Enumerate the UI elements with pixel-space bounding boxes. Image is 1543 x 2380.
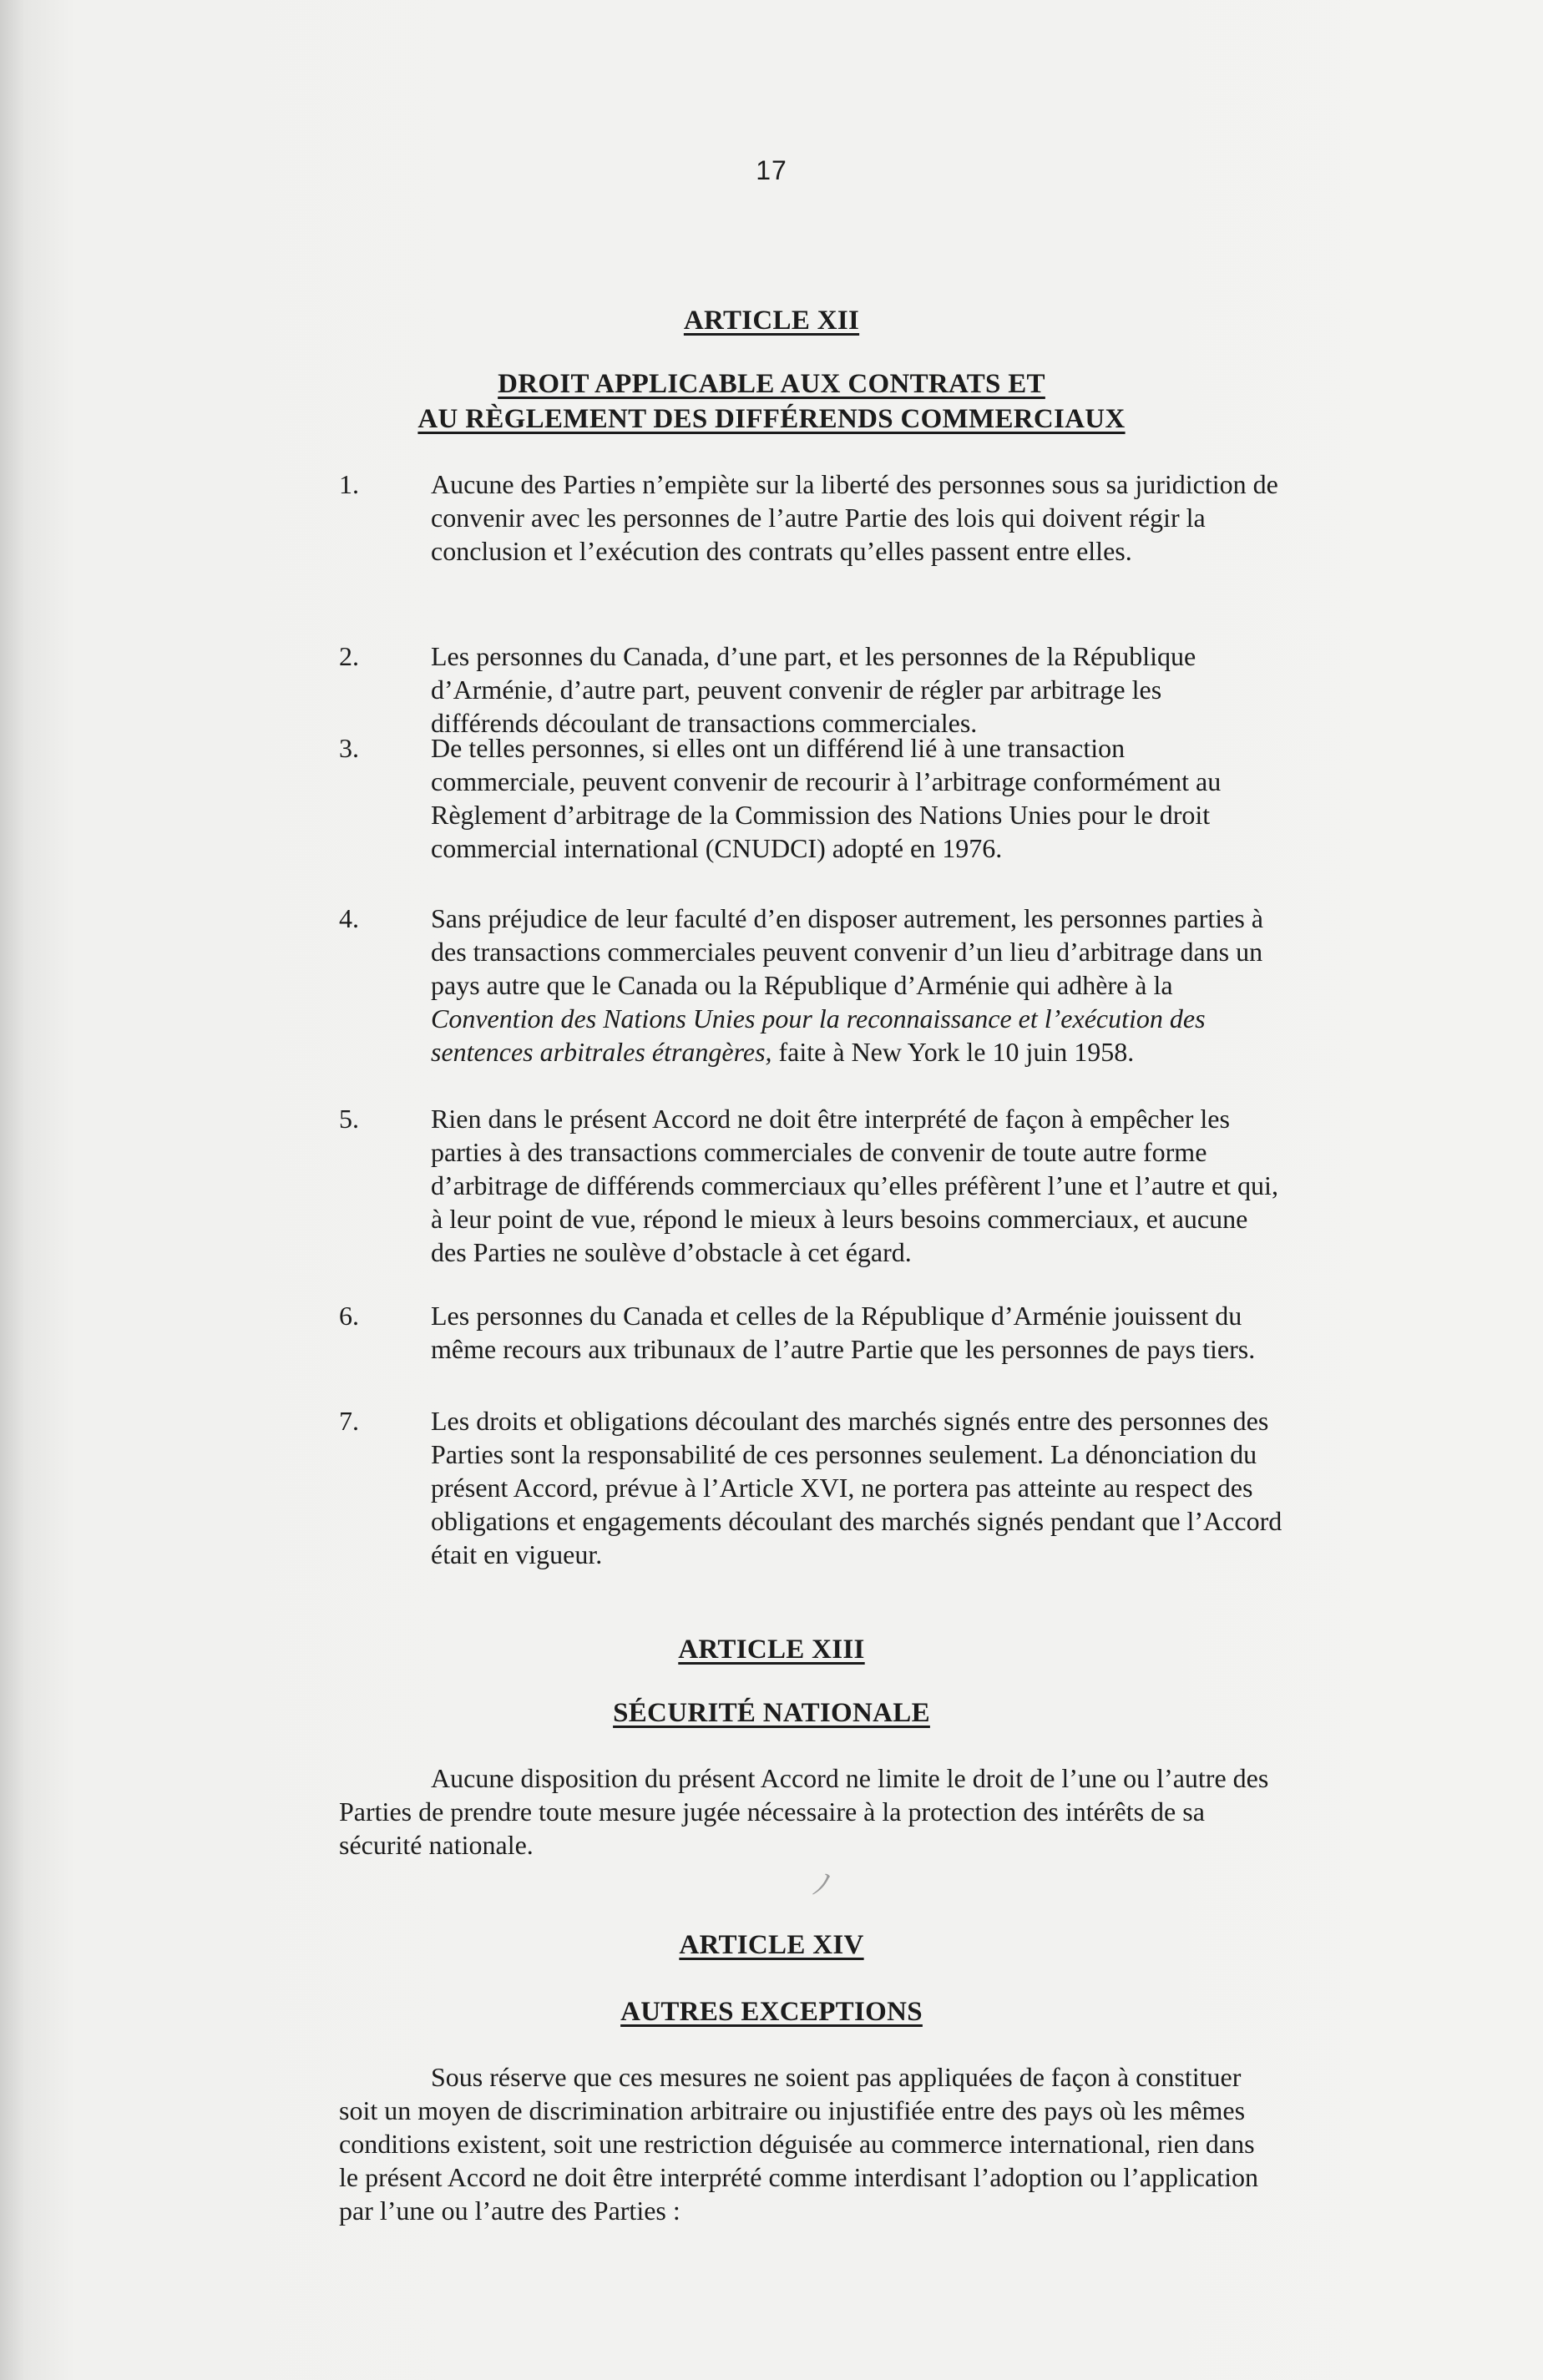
text-line: convenir avec les personnes de l’autre Partie des lois qui doivent régir la <box>431 503 1206 533</box>
item-number: 3. <box>339 733 359 763</box>
text-line: d’Arménie, d’autre part, peuvent convenir de régler par arbitrage les <box>431 675 1162 705</box>
article-12-item-4 <box>431 902 1383 1069</box>
article-14-body <box>339 2060 1383 2227</box>
article-12-subtitle-line2: AU RÈGLEMENT DES DIFFÉRENDS COMMERCIAUX <box>417 404 1126 434</box>
text-line: était en vigueur. <box>431 1539 603 1569</box>
text-line: soit un moyen de discrimination arbitraire ou injustifiée entre des pays où les mêmes <box>339 2095 1246 2125</box>
article-12-item-1 <box>431 467 1383 568</box>
text-line: commercial international (CNUDCI) adopté en 1976. <box>431 833 1003 863</box>
text-line: Sous réserve que ces mesures ne soient pas appliquées de façon à constituer <box>431 2062 1242 2092</box>
item-number: 5. <box>339 1104 359 1134</box>
text-line: Les personnes du Canada, d’une part, et les personnes de la République <box>431 641 1196 671</box>
article-12-item-3 <box>431 731 1383 865</box>
text-line: parties à des transactions commerciales de convenir de toute autre forme <box>431 1137 1207 1167</box>
article-14-title: ARTICLE XIV <box>679 1930 864 1960</box>
text-line: Règlement d’arbitrage de la Commission des Nations Unies pour le droit <box>431 800 1211 830</box>
text-line: le présent Accord ne doit être interprété comme interdisant l’adoption ou l’application <box>339 2162 1258 2192</box>
item-number: 7. <box>339 1406 359 1436</box>
item-number: 6. <box>339 1301 359 1331</box>
text-line: conclusion et l’exécution des contrats qu’elles passent entre elles. <box>431 536 1132 566</box>
article-12-item-6 <box>431 1299 1383 1366</box>
text-line: des Parties ne soulève d’obstacle à cet égard. <box>431 1237 912 1267</box>
article-12-title: ARTICLE XII <box>683 306 860 336</box>
article-14-subtitle: AUTRES EXCEPTIONS <box>620 1997 923 2027</box>
text-line: conditions existent, soit une restriction déguisée au commerce international, rien dans <box>339 2129 1255 2159</box>
article-12-subtitle-line1: DROIT APPLICABLE AUX CONTRATS ET <box>498 369 1045 399</box>
convention-title-line: Convention des Nations Unies pour la reconnaissance et l’exécution des <box>431 1003 1206 1033</box>
text-line: Parties de prendre toute mesure jugée nécessaire à la protection des intérêts de sa <box>339 1796 1205 1827</box>
text-line: commerciale, peuvent convenir de recourir à l’arbitrage conformément au <box>431 766 1222 796</box>
item-number: 2. <box>339 641 359 671</box>
text-line: même recours aux tribunaux de l’autre Partie que les personnes de pays tiers. <box>431 1334 1256 1364</box>
text-line: à leur point de vue, répond le mieux à leurs besoins commerciaux, et aucune <box>431 1204 1248 1234</box>
text-line: d’arbitrage de différends commerciaux qu’elles préfèrent l’une et l’autre et qui, <box>431 1170 1278 1200</box>
text-line: obligations et engagements découlant des marchés signés pendant que l’Accord <box>431 1506 1282 1536</box>
text-line: Les droits et obligations découlant des marchés signés entre des personnes des <box>431 1406 1269 1436</box>
text-line: Aucune des Parties n’empiète sur la liberté des personnes sous sa juridiction de <box>431 469 1278 499</box>
article-13-title: ARTICLE XIII <box>678 1635 865 1665</box>
convention-title-tail: sentences arbitrales étrangères, <box>431 1037 772 1067</box>
article-12-item-2 <box>431 639 1383 740</box>
article-12-item-7 <box>431 1404 1383 1571</box>
text-line: Sans préjudice de leur faculté d’en disposer autrement, les personnes parties à <box>431 903 1263 933</box>
article-12-item-5 <box>431 1102 1383 1269</box>
text-line: Rien dans le présent Accord ne doit être interprété de façon à empêcher les <box>431 1104 1230 1134</box>
stray-pen-mark: ノ <box>808 1870 837 1901</box>
article-13-subtitle: SÉCURITÉ NATIONALE <box>613 1698 930 1728</box>
text-line-tail: faite à New York le 10 juin 1958. <box>772 1037 1135 1067</box>
text-line: Les personnes du Canada et celles de la République d’Arménie jouissent du <box>431 1301 1242 1331</box>
item-number: 1. <box>339 469 359 499</box>
text-line: De telles personnes, si elles ont un différend lié à une transaction <box>431 733 1126 763</box>
text-line: présent Accord, prévue à l’Article XVI, ne portera pas atteinte au respect des <box>431 1473 1253 1503</box>
text-line: Parties sont la responsabilité de ces personnes seulement. La dénonciation du <box>431 1439 1257 1469</box>
text-line: Aucune disposition du présent Accord ne limite le droit de l’une ou l’autre des <box>431 1763 1269 1793</box>
text-line: différends découlant de transactions commerciales. <box>431 708 978 738</box>
article-13-body <box>339 1761 1383 1862</box>
text-line: sécurité nationale. <box>339 1830 534 1860</box>
text-line: des transactions commerciales peuvent convenir d’un lieu d’arbitrage dans un <box>431 937 1263 967</box>
item-number: 4. <box>339 903 359 933</box>
text-line: par l’une ou l’autre des Parties : <box>339 2196 680 2226</box>
page-number: 17 <box>756 155 787 185</box>
text-line: pays autre que le Canada ou la République d’Arménie qui adhère à la <box>431 970 1173 1000</box>
